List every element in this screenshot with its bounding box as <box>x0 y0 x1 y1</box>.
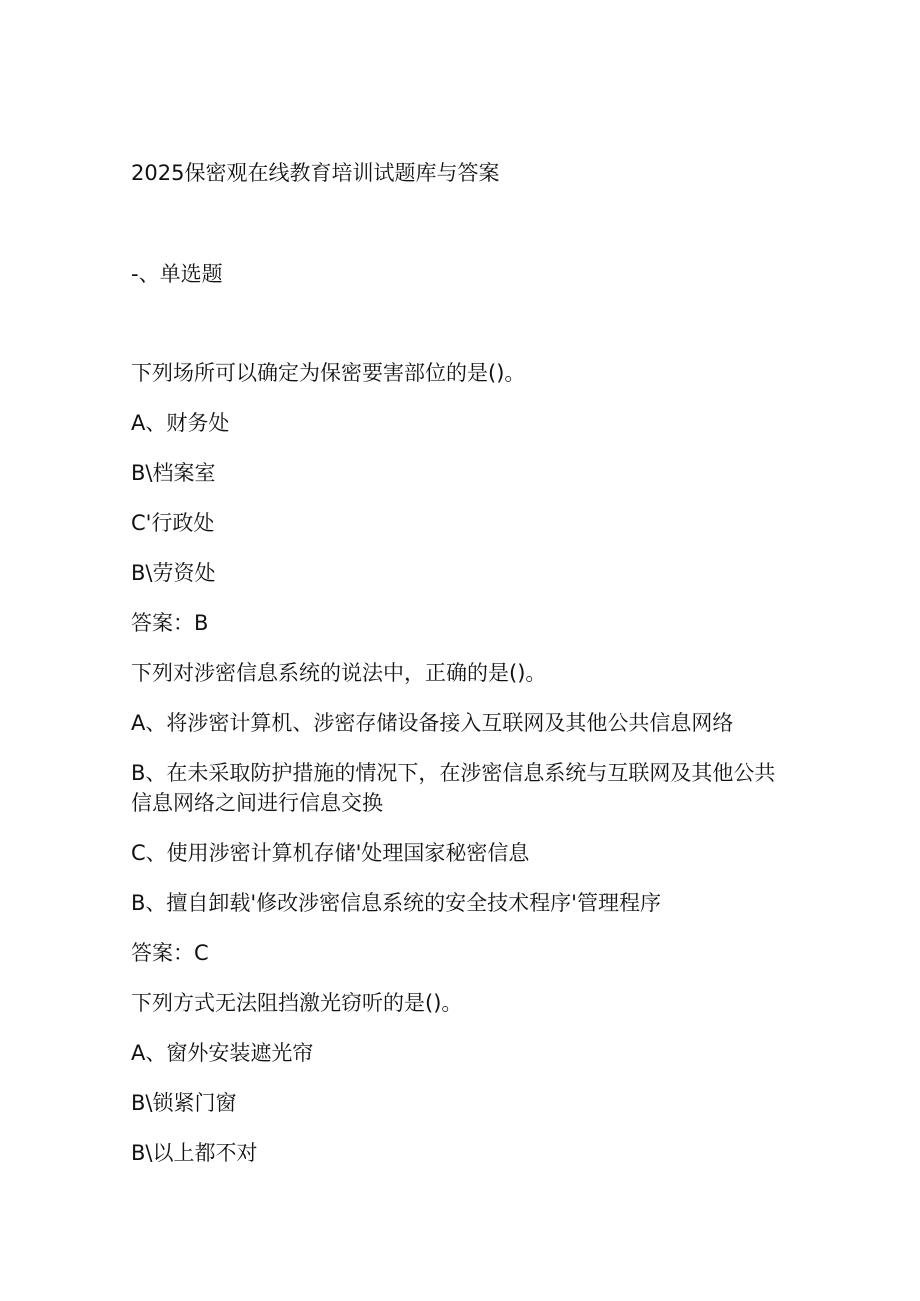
question-1-answer: 答案：B <box>131 611 209 635</box>
question-3-option-b: B\锁紧门窗 <box>131 1091 237 1115</box>
section-heading: -、单选题 <box>131 262 223 286</box>
question-2-option-c: C、使用涉密计算机存储'处理国家秘密信息 <box>131 841 530 865</box>
question-1-option-d: B\劳资处 <box>131 561 216 585</box>
question-3-option-c: B\以上都不对 <box>131 1141 258 1165</box>
question-2-option-a: A、将涉密计算机、涉密存储设备接入互联网及其他公共信息网络 <box>131 711 734 735</box>
question-3-stem: 下列方式无法阻挡激光窃听的是()。 <box>131 991 463 1015</box>
question-3-option-a: A、窗外安装遮光帘 <box>131 1041 314 1065</box>
question-1-stem: 下列场所可以确定为保密要害部位的是()。 <box>131 361 526 385</box>
question-1-option-c: C'行政处 <box>131 511 215 535</box>
question-1-option-a: A、财务处 <box>131 411 230 435</box>
question-2-answer: 答案：C <box>131 941 209 965</box>
question-2-option-b: B、在未采取防护措施的情况下，在涉密信息系统与互联网及其他公共信息网络之间进行信息交换 <box>131 761 776 815</box>
question-2-option-d: B、擅自卸载'修改涉密信息系统的安全技术程序'管理程序 <box>131 891 661 915</box>
question-2-stem: 下列对涉密信息系统的说法中，正确的是()。 <box>131 661 547 685</box>
question-1-option-b: B\档案室 <box>131 461 216 485</box>
document-title: 2025保密观在线教育培训试题库与答案 <box>131 161 500 185</box>
